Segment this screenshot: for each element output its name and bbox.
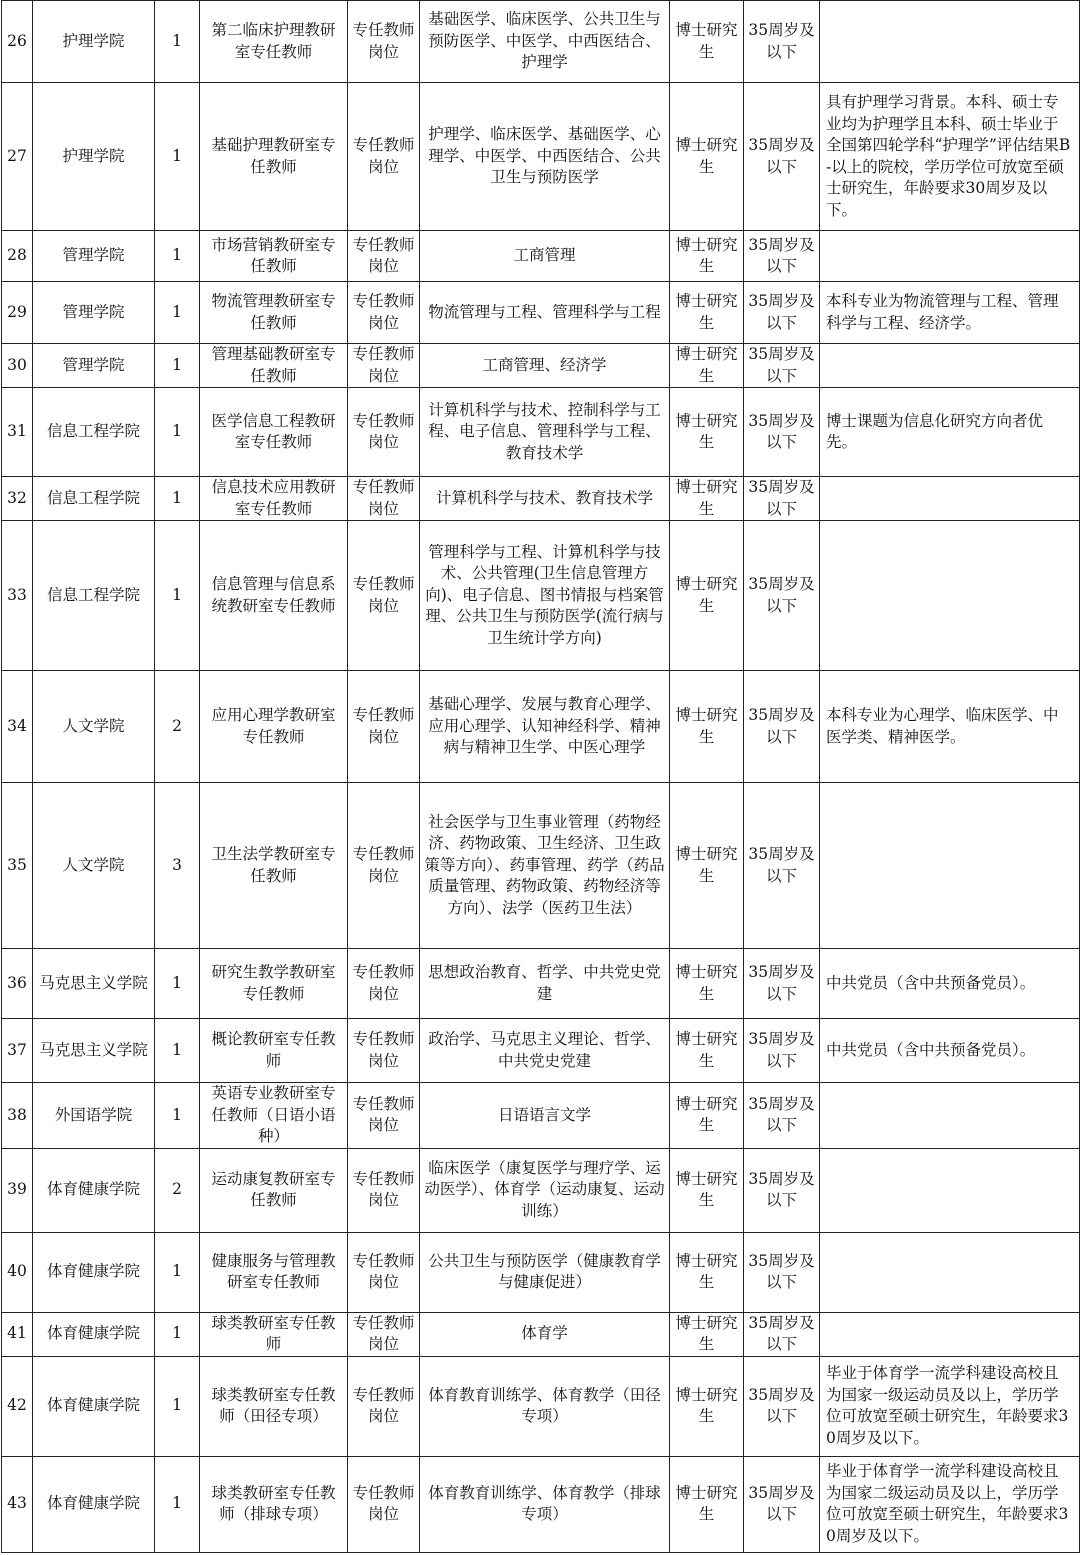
row-number-cell: 28 (2, 231, 33, 282)
other-requirements-cell (820, 344, 1080, 388)
position-cell: 医学信息工程教研室专任教师 (200, 388, 348, 477)
hiring-count-cell: 1 (155, 83, 200, 231)
age-cell: 35周岁及以下 (744, 1356, 820, 1456)
department-cell: 体育健康学院 (33, 1148, 155, 1232)
degree-cell: 博士研究生 (670, 231, 744, 282)
age-cell: 35周岁及以下 (744, 1232, 820, 1312)
table-row (2, 388, 1080, 477)
position-cell: 信息管理与信息系统教研室专任教师 (200, 521, 348, 671)
department-cell: 护理学院 (33, 1, 155, 83)
department-cell: 体育健康学院 (33, 1356, 155, 1456)
other-requirements-cell: 本科专业为物流管理与工程、管理科学与工程、经济学。 (820, 282, 1080, 344)
row-number-cell: 26 (2, 1, 33, 83)
major-cell: 工商管理 (420, 231, 670, 282)
hiring-count-cell: 1 (155, 388, 200, 477)
age-cell: 35周岁及以下 (744, 521, 820, 671)
table-row (2, 1456, 1080, 1552)
position-cell: 卫生法学教研室专任教师 (200, 783, 348, 949)
table-row (2, 231, 1080, 282)
hiring-count-cell: 1 (155, 1019, 200, 1083)
row-number-cell: 29 (2, 282, 33, 344)
row-number-cell: 41 (2, 1312, 33, 1356)
table-row (2, 949, 1080, 1019)
department-cell: 护理学院 (33, 83, 155, 231)
row-number-cell: 39 (2, 1148, 33, 1232)
other-requirements-cell: 具有护理学习背景。本科、硕士专业均为护理学且本科、硕士毕业于全国第四轮学科“护理学”评估结果B-以上的院校，学历学位可放宽至硕士研究生，年龄要求30周岁及以下。 (820, 83, 1080, 231)
table-row (2, 1148, 1080, 1232)
other-requirements-cell (820, 1312, 1080, 1356)
major-cell: 计算机科学与技术、教育技术学 (420, 477, 670, 521)
hiring-count-cell: 1 (155, 231, 200, 282)
other-requirements-cell (820, 1232, 1080, 1312)
table-row (2, 521, 1080, 671)
table-row (2, 83, 1080, 231)
hiring-count-cell: 1 (155, 1232, 200, 1312)
major-cell: 物流管理与工程、管理科学与工程 (420, 282, 670, 344)
row-number-cell: 37 (2, 1019, 33, 1083)
position-type-cell: 专任教师岗位 (348, 1083, 420, 1149)
row-number-cell: 30 (2, 344, 33, 388)
table-row (2, 1356, 1080, 1456)
department-cell: 管理学院 (33, 231, 155, 282)
hiring-count-cell: 1 (155, 949, 200, 1019)
department-cell: 信息工程学院 (33, 521, 155, 671)
degree-cell: 博士研究生 (670, 1019, 744, 1083)
degree-cell: 博士研究生 (670, 783, 744, 949)
table-row (2, 671, 1080, 783)
other-requirements-cell: 博士课题为信息化研究方向者优先。 (820, 388, 1080, 477)
degree-cell: 博士研究生 (670, 521, 744, 671)
position-cell: 英语专业教研室专任教师（日语小语种） (200, 1083, 348, 1149)
age-cell: 35周岁及以下 (744, 231, 820, 282)
hiring-count-cell: 1 (155, 521, 200, 671)
table-row (2, 282, 1080, 344)
age-cell: 35周岁及以下 (744, 1148, 820, 1232)
row-number-cell: 36 (2, 949, 33, 1019)
table-row (2, 477, 1080, 521)
row-number-cell: 38 (2, 1083, 33, 1149)
major-cell: 政治学、马克思主义理论、哲学、中共党史党建 (420, 1019, 670, 1083)
row-number-cell: 40 (2, 1232, 33, 1312)
major-cell: 计算机科学与技术、控制科学与工程、电子信息、管理科学与工程、教育技术学 (420, 388, 670, 477)
row-number-cell: 27 (2, 83, 33, 231)
degree-cell: 博士研究生 (670, 949, 744, 1019)
hiring-count-cell: 2 (155, 1148, 200, 1232)
major-cell: 体育学 (420, 1312, 670, 1356)
degree-cell: 博士研究生 (670, 1232, 744, 1312)
department-cell: 马克思主义学院 (33, 949, 155, 1019)
department-cell: 管理学院 (33, 344, 155, 388)
department-cell: 体育健康学院 (33, 1456, 155, 1552)
position-type-cell: 专任教师岗位 (348, 344, 420, 388)
major-cell: 临床医学（康复医学与理疗学、运动医学）、体育学（运动康复、运动训练） (420, 1148, 670, 1232)
position-cell: 基础护理教研室专任教师 (200, 83, 348, 231)
degree-cell: 博士研究生 (670, 282, 744, 344)
age-cell: 35周岁及以下 (744, 949, 820, 1019)
degree-cell: 博士研究生 (670, 1, 744, 83)
table-row (2, 344, 1080, 388)
position-cell: 第二临床护理教研室专任教师 (200, 1, 348, 83)
position-cell: 球类教研室专任教师（排球专项） (200, 1456, 348, 1552)
position-type-cell: 专任教师岗位 (348, 949, 420, 1019)
position-type-cell: 专任教师岗位 (348, 783, 420, 949)
position-cell: 信息技术应用教研室专任教师 (200, 477, 348, 521)
age-cell: 35周岁及以下 (744, 1456, 820, 1552)
degree-cell: 博士研究生 (670, 1456, 744, 1552)
other-requirements-cell: 毕业于体育学一流学科建设高校且为国家二级运动员及以上，学历学位可放宽至硕士研究生，年龄要求30周岁及以下。 (820, 1456, 1080, 1552)
major-cell: 基础医学、临床医学、公共卫生与预防医学、中医学、中西医结合、护理学 (420, 1, 670, 83)
major-cell: 社会医学与卫生事业管理（药物经济、药物政策、卫生经济、卫生政策等方向）、药事管理、药学（药品质量管理、药物政策、药物经济等方向）、法学（医药卫生法） (420, 783, 670, 949)
position-cell: 研究生教学教研室专任教师 (200, 949, 348, 1019)
other-requirements-cell: 本科专业为心理学、临床医学、中医学类、精神医学。 (820, 671, 1080, 783)
major-cell: 管理科学与工程、计算机科学与技术、公共管理(卫生信息管理方向)、电子信息、图书情报与档案管理、公共卫生与预防医学(流行病与卫生统计学方向) (420, 521, 670, 671)
position-cell: 球类教研室专任教师 (200, 1312, 348, 1356)
degree-cell: 博士研究生 (670, 477, 744, 521)
row-number-cell: 42 (2, 1356, 33, 1456)
major-cell: 体育教育训练学、体育教学（排球专项） (420, 1456, 670, 1552)
degree-cell: 博士研究生 (670, 1083, 744, 1149)
position-type-cell: 专任教师岗位 (348, 1312, 420, 1356)
hiring-count-cell: 1 (155, 1356, 200, 1456)
position-cell: 概论教研室专任教师 (200, 1019, 348, 1083)
row-number-cell: 43 (2, 1456, 33, 1552)
position-cell: 运动康复教研室专任教师 (200, 1148, 348, 1232)
table-row (2, 1083, 1080, 1149)
hiring-count-cell: 1 (155, 477, 200, 521)
department-cell: 体育健康学院 (33, 1232, 155, 1312)
position-type-cell: 专任教师岗位 (348, 1019, 420, 1083)
age-cell: 35周岁及以下 (744, 1, 820, 83)
degree-cell: 博士研究生 (670, 1356, 744, 1456)
age-cell: 35周岁及以下 (744, 1019, 820, 1083)
row-number-cell: 33 (2, 521, 33, 671)
hiring-count-cell: 1 (155, 1083, 200, 1149)
position-cell: 球类教研室专任教师（田径专项） (200, 1356, 348, 1456)
position-type-cell: 专任教师岗位 (348, 1456, 420, 1552)
hiring-count-cell: 1 (155, 1, 200, 83)
department-cell: 马克思主义学院 (33, 1019, 155, 1083)
row-number-cell: 31 (2, 388, 33, 477)
age-cell: 35周岁及以下 (744, 344, 820, 388)
major-cell: 体育教育训练学、体育教学（田径专项） (420, 1356, 670, 1456)
position-type-cell: 专任教师岗位 (348, 282, 420, 344)
position-type-cell: 专任教师岗位 (348, 477, 420, 521)
other-requirements-cell: 中共党员（含中共预备党员）。 (820, 949, 1080, 1019)
table-row (2, 1312, 1080, 1356)
hiring-count-cell: 2 (155, 671, 200, 783)
other-requirements-cell (820, 783, 1080, 949)
department-cell: 信息工程学院 (33, 477, 155, 521)
position-cell: 健康服务与管理教研室专任教师 (200, 1232, 348, 1312)
position-type-cell: 专任教师岗位 (348, 388, 420, 477)
age-cell: 35周岁及以下 (744, 282, 820, 344)
other-requirements-cell (820, 231, 1080, 282)
position-cell: 应用心理学教研室专任教师 (200, 671, 348, 783)
position-type-cell: 专任教师岗位 (348, 521, 420, 671)
age-cell: 35周岁及以下 (744, 1083, 820, 1149)
major-cell: 日语语言文学 (420, 1083, 670, 1149)
position-type-cell: 专任教师岗位 (348, 83, 420, 231)
age-cell: 35周岁及以下 (744, 477, 820, 521)
position-type-cell: 专任教师岗位 (348, 231, 420, 282)
position-type-cell: 专任教师岗位 (348, 1356, 420, 1456)
degree-cell: 博士研究生 (670, 83, 744, 231)
degree-cell: 博士研究生 (670, 1312, 744, 1356)
table-body (2, 1, 1080, 1553)
other-requirements-cell (820, 1148, 1080, 1232)
recruitment-table (1, 0, 1080, 1553)
table-row (2, 783, 1080, 949)
degree-cell: 博士研究生 (670, 671, 744, 783)
position-cell: 物流管理教研室专任教师 (200, 282, 348, 344)
other-requirements-cell (820, 1083, 1080, 1149)
department-cell: 信息工程学院 (33, 388, 155, 477)
age-cell: 35周岁及以下 (744, 388, 820, 477)
row-number-cell: 35 (2, 783, 33, 949)
position-cell: 市场营销教研室专任教师 (200, 231, 348, 282)
other-requirements-cell: 毕业于体育学一流学科建设高校且为国家一级运动员及以上，学历学位可放宽至硕士研究生，年龄要求30周岁及以下。 (820, 1356, 1080, 1456)
major-cell: 思想政治教育、哲学、中共党史党建 (420, 949, 670, 1019)
row-number-cell: 34 (2, 671, 33, 783)
department-cell: 管理学院 (33, 282, 155, 344)
position-type-cell: 专任教师岗位 (348, 1232, 420, 1312)
row-number-cell: 32 (2, 477, 33, 521)
table-row (2, 1, 1080, 83)
position-cell: 管理基础教研室专任教师 (200, 344, 348, 388)
hiring-count-cell: 1 (155, 282, 200, 344)
age-cell: 35周岁及以下 (744, 671, 820, 783)
table-row (2, 1019, 1080, 1083)
major-cell: 工商管理、经济学 (420, 344, 670, 388)
other-requirements-cell (820, 1, 1080, 83)
degree-cell: 博士研究生 (670, 1148, 744, 1232)
department-cell: 人文学院 (33, 783, 155, 949)
position-type-cell: 专任教师岗位 (348, 1, 420, 83)
major-cell: 基础心理学、发展与教育心理学、应用心理学、认知神经科学、精神病与精神卫生学、中医心理学 (420, 671, 670, 783)
hiring-count-cell: 1 (155, 1456, 200, 1552)
degree-cell: 博士研究生 (670, 388, 744, 477)
age-cell: 35周岁及以下 (744, 783, 820, 949)
age-cell: 35周岁及以下 (744, 1312, 820, 1356)
department-cell: 体育健康学院 (33, 1312, 155, 1356)
hiring-count-cell: 1 (155, 344, 200, 388)
hiring-count-cell: 1 (155, 1312, 200, 1356)
position-type-cell: 专任教师岗位 (348, 671, 420, 783)
department-cell: 人文学院 (33, 671, 155, 783)
other-requirements-cell (820, 521, 1080, 671)
other-requirements-cell: 中共党员（含中共预备党员）。 (820, 1019, 1080, 1083)
table-row (2, 1232, 1080, 1312)
hiring-count-cell: 3 (155, 783, 200, 949)
major-cell: 护理学、临床医学、基础医学、心理学、中医学、中西医结合、公共卫生与预防医学 (420, 83, 670, 231)
position-type-cell: 专任教师岗位 (348, 1148, 420, 1232)
age-cell: 35周岁及以下 (744, 83, 820, 231)
degree-cell: 博士研究生 (670, 344, 744, 388)
other-requirements-cell (820, 477, 1080, 521)
major-cell: 公共卫生与预防医学（健康教育学与健康促进） (420, 1232, 670, 1312)
department-cell: 外国语学院 (33, 1083, 155, 1149)
